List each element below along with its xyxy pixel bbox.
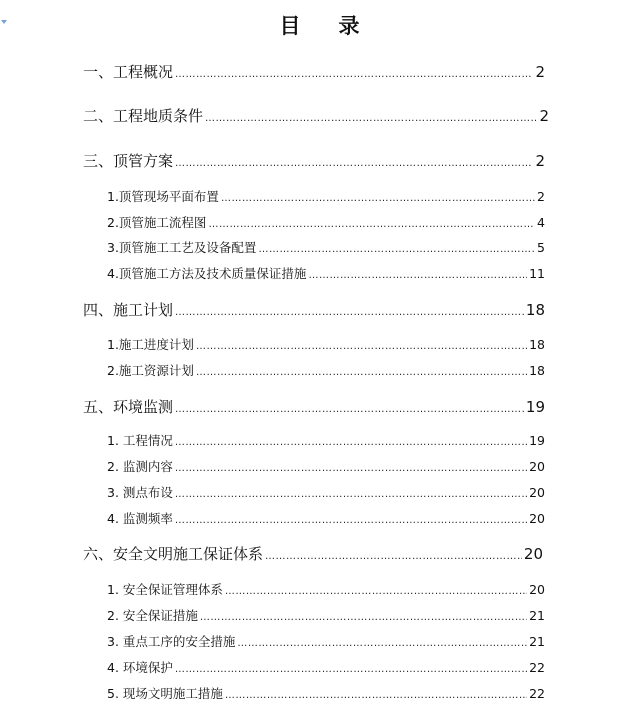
toc-leader [308, 270, 527, 281]
toc-entry-s3-4[interactable] [107, 264, 545, 282]
toc-leader [258, 244, 535, 255]
toc-entry-page: 2 [535, 152, 545, 170]
toc-title-left: 目 [279, 13, 301, 38]
toc-leader [175, 69, 533, 80]
toc-entry-s5-3[interactable] [107, 483, 545, 501]
toc-leader [265, 551, 522, 562]
toc-entry-text: 3.顶管施工工艺及设备配置 [107, 240, 257, 255]
toc-entry-s3-3[interactable] [107, 238, 545, 256]
toc-entry-page: 18 [529, 337, 545, 352]
toc-entry-text: 2.顶管施工流程图 [107, 215, 207, 230]
toc-entry-page: 2 [535, 63, 545, 81]
toc-leader [196, 341, 527, 352]
toc-entry-text: 3. 重点工序的安全措施 [107, 634, 236, 649]
toc-title-right: 录 [338, 13, 360, 38]
toc-entry-page: 2 [537, 189, 545, 204]
toc-entry-s6[interactable] [83, 543, 543, 564]
toc-leader [237, 638, 527, 649]
toc-entry-s1[interactable] [83, 61, 545, 82]
toc-entry-page: 21 [529, 634, 545, 649]
toc-entry-page: 20 [529, 459, 545, 474]
toc-entry-text: 一、工程概况 [83, 63, 174, 81]
toc-entry-page: 20 [529, 511, 545, 526]
toc-leader [175, 307, 524, 318]
toc-entry-text: 4. 监测频率 [107, 511, 173, 526]
toc-entry-page: 11 [529, 266, 545, 281]
toc-entry-s2[interactable] [83, 105, 549, 126]
toc-entry-s6-4[interactable] [107, 658, 545, 676]
toc-entry-page: 21 [529, 608, 545, 623]
toc-entry-text: 4.顶管施工方法及技术质量保证措施 [107, 266, 307, 281]
toc-entry-s4-1[interactable] [107, 335, 545, 353]
toc-leader [175, 664, 527, 675]
toc-entry-s4[interactable] [83, 299, 545, 320]
toc-leader [175, 463, 527, 474]
toc-entry-page: 2 [539, 107, 549, 125]
toc-entry-page: 20 [529, 485, 545, 500]
toc-entry-text: 3. 测点布设 [107, 485, 173, 500]
toc-leader [225, 586, 527, 597]
toc-entry-page: 20 [523, 545, 543, 563]
toc-leader [175, 437, 527, 448]
toc-entry-s3[interactable] [83, 150, 545, 171]
toc-leader [196, 367, 527, 378]
toc-entry-page: 5 [537, 240, 545, 255]
toc-entry-s6-3[interactable] [107, 632, 545, 650]
toc-entry-page: 22 [529, 686, 545, 701]
toc-entry-text: 2. 安全保证措施 [107, 608, 198, 623]
toc-leader [225, 690, 527, 701]
toc-entry-page: 22 [529, 660, 545, 675]
toc-entry-text: 二、工程地质条件 [83, 107, 204, 125]
toc-leader [175, 489, 527, 500]
toc-entry-page: 18 [525, 301, 545, 319]
toc-entry-s3-1[interactable] [107, 187, 545, 205]
toc-leader [208, 219, 535, 230]
toc-entry-page: 18 [529, 363, 545, 378]
toc-entry-text: 1.施工进度计划 [107, 337, 194, 352]
toc-entry-s5-1[interactable] [107, 431, 545, 449]
toc-leader [175, 404, 524, 415]
toc-entry-text: 5. 现场文明施工措施 [107, 686, 223, 701]
toc-entry-text: 六、安全文明施工保证体系 [83, 545, 264, 563]
toc-entry-s5-2[interactable] [107, 457, 545, 475]
toc-entry-text: 五、环境监测 [83, 398, 174, 416]
toc-leader [221, 193, 535, 204]
toc-entry-s6-5[interactable] [107, 684, 545, 702]
toc-entry-page: 20 [529, 582, 545, 597]
toc-entry-text: 2.施工资源计划 [107, 363, 194, 378]
toc-entry-s6-2[interactable] [107, 606, 545, 624]
toc-entry-text: 四、施工计划 [83, 301, 174, 319]
toc-entry-text: 2. 监测内容 [107, 459, 173, 474]
toc-entry-text: 三、顶管方案 [83, 152, 174, 170]
toc-entry-text: 1. 安全保证管理体系 [107, 582, 223, 597]
toc-entry-page: 19 [529, 433, 545, 448]
toc-entry-s5[interactable] [83, 396, 545, 417]
toc-entry-text: 1. 工程情况 [107, 433, 173, 448]
toc-title [0, 10, 639, 40]
toc-entry-page: 19 [525, 398, 545, 416]
toc-entry-s4-2[interactable] [107, 361, 545, 379]
toc-entry-s6-1[interactable] [107, 580, 545, 598]
toc-entry-text: 4. 环境保护 [107, 660, 173, 675]
toc-leader [175, 515, 527, 526]
toc-leader [200, 612, 527, 623]
toc-leader [175, 158, 533, 169]
toc-entry-s3-2[interactable] [107, 213, 545, 231]
toc-entry-s5-4[interactable] [107, 509, 545, 527]
toc-leader [205, 113, 537, 124]
toc-entry-text: 1.顶管现场平面布置 [107, 189, 219, 204]
toc-entry-page: 4 [537, 215, 545, 230]
